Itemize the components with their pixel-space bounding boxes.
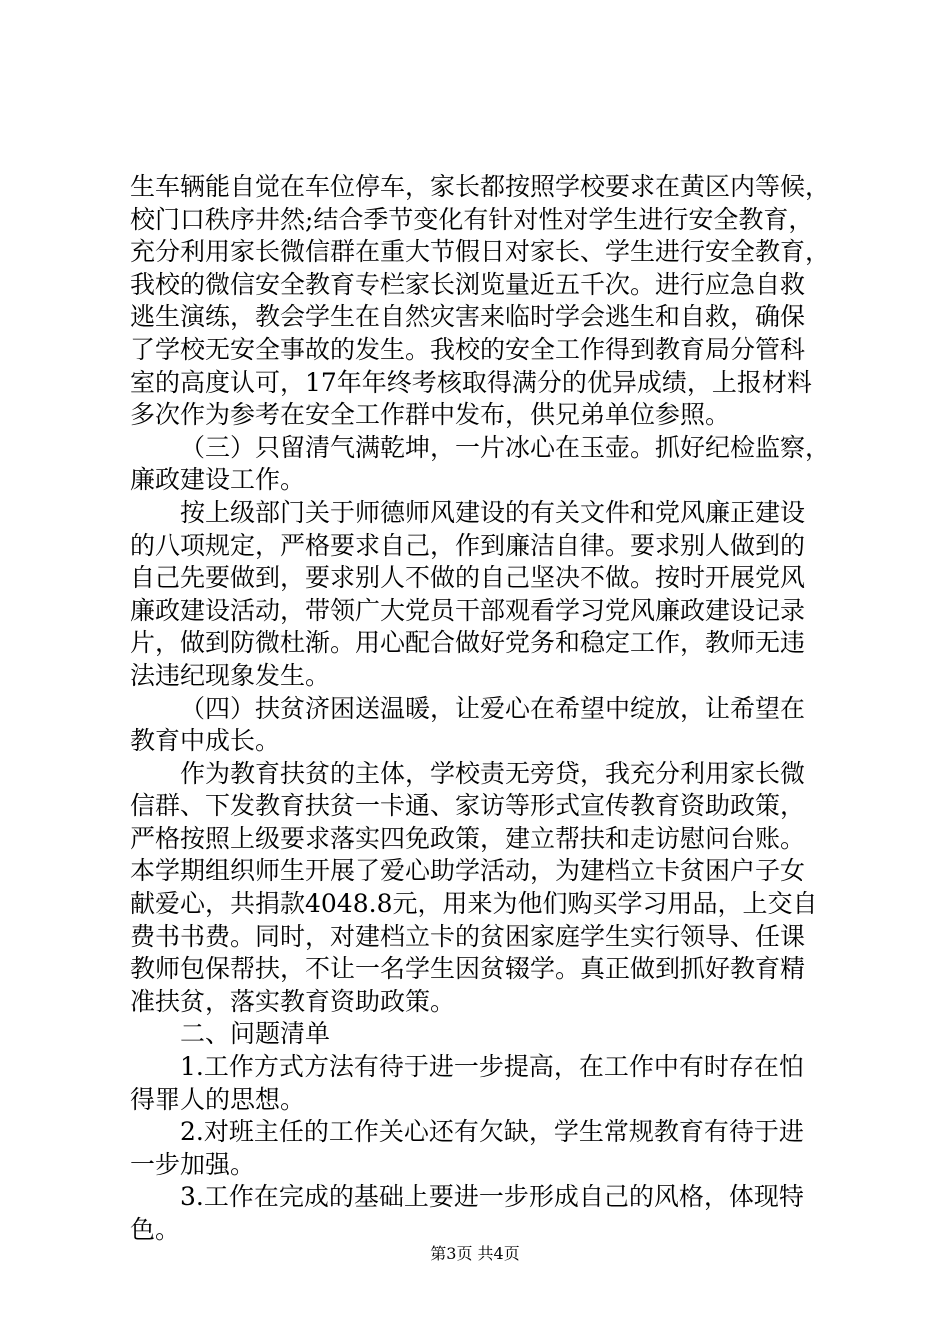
text-line: 教育中成长。 [130, 726, 281, 756]
text-line: 逃生演练，教会学生在自然灾害来临时学会逃生和自救，确保 [130, 302, 806, 332]
section-heading-issues: 二、问题清单 [180, 1019, 331, 1049]
text-line: 准扶贫，落实教育资助政策。 [130, 986, 456, 1016]
text-line: 费书书费。同时，对建档立卡的贫困家庭学生实行领导、任课 [130, 921, 806, 951]
text-line: 多次作为参考在安全工作群中发布，供兄弟单位参照。 [130, 400, 731, 430]
paragraph-start: 作为教育扶贫的主体，学校责无旁贷，我充分利用家长微 [180, 758, 806, 788]
text-line: 法违纪现象发生。 [130, 660, 331, 690]
text-line: 的八项规定，严格要求自己，作到廉洁自律。要求别人做到的 [130, 530, 806, 560]
list-item-3: 3.工作在完成的基础上要进一步形成自己的风格，体现特 [180, 1182, 804, 1212]
document-body [130, 171, 840, 1247]
text-line: 自己先要做到，要求别人不做的自己坚决不做。按时开展党风 [130, 563, 806, 593]
text-line: 室的高度认可，17年年终考核取得满分的优异成绩，上报材料 [130, 367, 812, 397]
page-footer [0, 1244, 950, 1264]
list-item-2: 2.对班主任的工作关心还有欠缺，学生常规教育有待于进 [180, 1117, 804, 1147]
section-heading-3: （三）只留清气满乾坤，一片冰心在玉壶。抓好纪检监察， [180, 432, 831, 462]
text-line: 校门口秩序井然;结合季节变化有针对性对学生进行安全教育， [130, 204, 814, 234]
text-line: 充分利用家长微信群在重大节假日对家长、学生进行安全教育， [130, 237, 831, 267]
list-item-1: 1.工作方式方法有待于进一步提高，在工作中有时存在怕 [180, 1052, 804, 1082]
page-number: 第3页 共4页 [430, 1244, 520, 1263]
text-line: 了学校无安全事故的发生。我校的安全工作得到教育局分管科 [130, 334, 806, 364]
text-line: 本学期组织师生开展了爱心助学活动，为建档立卡贫困户子女 [130, 856, 806, 886]
text-line: 教师包保帮扶，不让一名学生因贫辍学。真正做到抓好教育精 [130, 954, 806, 984]
text-line: 信群、下发教育扶贫一卡通、家访等形式宣传教育资助政策， [130, 791, 806, 821]
text-line: 生车辆能自觉在车位停车，家长都按照学校要求在黄区内等候， [130, 172, 831, 201]
text-line: 廉政建设工作。 [130, 465, 306, 495]
text-line: 廉政建设活动，带领广大党员干部观看学习党风廉政建设记录 [130, 595, 806, 625]
text-line: 一步加强。 [130, 1149, 256, 1179]
text-line: 严格按照上级要求落实四免政策，建立帮扶和走访慰问台账。 [130, 823, 806, 853]
paragraph-start: 按上级部门关于师德师风建设的有关文件和党风廉正建设 [180, 497, 806, 527]
text-line: 色。 [130, 1215, 181, 1244]
text-line: 我校的微信安全教育专栏家长浏览量近五千次。进行应急自救 [130, 269, 806, 299]
text-line: 片，做到防微杜渐。用心配合做好党务和稳定工作，教师无违 [130, 628, 806, 658]
text-line: 献爱心，共捐款4048.8元，用来为他们购买学习用品，上交自 [130, 889, 818, 919]
section-heading-4: （四）扶贫济困送温暖，让爱心在希望中绽放，让希望在 [180, 693, 806, 723]
text-line: 得罪人的思想。 [130, 1084, 306, 1114]
